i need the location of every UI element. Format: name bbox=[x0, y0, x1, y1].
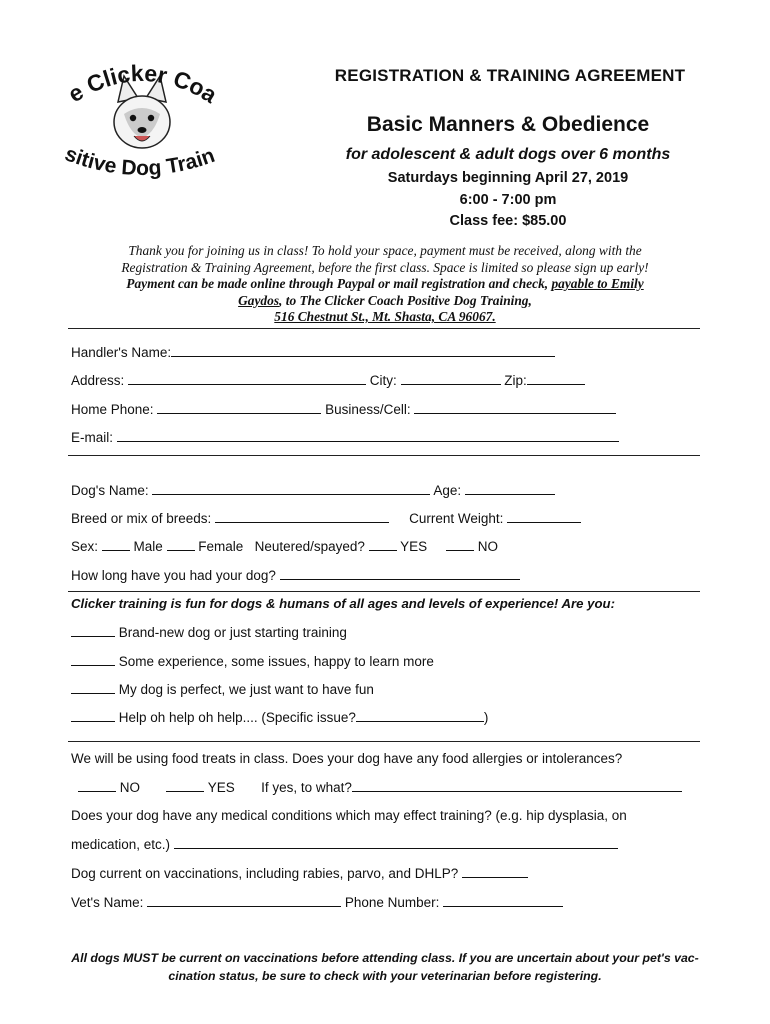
business-phone-label: Business/Cell: bbox=[321, 402, 415, 417]
close-paren: ) bbox=[483, 710, 489, 725]
divider bbox=[68, 591, 700, 592]
vaccinations-row bbox=[71, 865, 528, 881]
ownership-row bbox=[71, 567, 520, 583]
divider bbox=[68, 741, 700, 742]
intro-line: Thank you for joining us in class! To hold your space, payment must be received, along with the bbox=[128, 243, 642, 258]
email-field[interactable] bbox=[117, 429, 619, 442]
vet-name-field[interactable] bbox=[147, 894, 341, 907]
how-long-label: How long have you had your dog? bbox=[71, 568, 280, 583]
dog-name-row bbox=[71, 482, 555, 498]
city-label: City: bbox=[366, 373, 401, 388]
payment-line bbox=[62, 293, 708, 310]
food-allergy-row bbox=[78, 779, 682, 795]
experience-option-label: Some experience, some issues, happy to learn more bbox=[115, 654, 434, 669]
experience-option-field[interactable] bbox=[71, 653, 115, 666]
zip-label: Zip: bbox=[500, 373, 527, 388]
svg-text:The Clicker Coach: e Clicker Coa bbox=[63, 62, 222, 108]
allergy-detail-field[interactable] bbox=[352, 779, 682, 792]
neutered-yes-field[interactable] bbox=[369, 538, 397, 551]
zip-field[interactable] bbox=[527, 372, 585, 385]
email-row bbox=[71, 429, 619, 445]
vet-phone-label: Phone Number: bbox=[341, 895, 444, 910]
address-label: Address: bbox=[71, 373, 129, 388]
notice-line: All dogs MUST be current on vaccinations before attending class. If you are uncertain about your pet's vac- bbox=[71, 951, 699, 965]
allergy-yes-field[interactable] bbox=[166, 779, 204, 792]
payment-text: Payment can be made online through Paypal or mail registration and check, bbox=[126, 276, 552, 291]
food-allergy-question: We will be using food treats in class. Does your dog have any food allergies or intolerances? bbox=[71, 751, 623, 766]
payee-surname: Gaydos bbox=[238, 292, 280, 308]
breed-row bbox=[71, 510, 581, 526]
class-time: 6:00 - 7:00 pm bbox=[459, 192, 557, 208]
address-field[interactable] bbox=[128, 372, 366, 385]
experience-option-field[interactable] bbox=[71, 709, 115, 722]
experience-option bbox=[71, 709, 488, 725]
phone-row bbox=[71, 401, 616, 417]
dog-name-field[interactable] bbox=[152, 482, 430, 495]
experience-option bbox=[71, 681, 374, 697]
experience-option-field[interactable] bbox=[71, 681, 115, 694]
experience-heading: Clicker training is fun for dogs & humans of all ages and levels of experience! Are you: bbox=[71, 596, 615, 611]
experience-option-field[interactable] bbox=[71, 624, 115, 637]
divider bbox=[68, 328, 700, 329]
allergy-no-label: NO bbox=[116, 780, 141, 795]
mailing-address-text: 516 Chestnut St., Mt. Shasta, CA 96067. bbox=[274, 309, 496, 324]
if-yes-label: If yes, to what? bbox=[261, 780, 352, 795]
form-title: REGISTRATION & TRAINING AGREEMENT bbox=[334, 66, 686, 85]
divider bbox=[68, 455, 700, 456]
experience-option-label: My dog is perfect, we just want to have fun bbox=[115, 682, 374, 697]
vaccination-notice bbox=[70, 949, 700, 985]
specific-issue-field[interactable] bbox=[356, 709, 484, 722]
notice-line: cination status, be sure to check with your veterinarian before registering. bbox=[168, 969, 602, 983]
course-name: Basic Manners & Obedience bbox=[366, 113, 650, 136]
female-field[interactable] bbox=[167, 538, 195, 551]
medical-question: Does your dog have any medical conditions which may effect training? (e.g. hip dysplasia, on bbox=[71, 808, 627, 823]
experience-option-label: Brand-new dog or just starting training bbox=[115, 625, 347, 640]
intro-line: Registration & Training Agreement, before the first class. Space is limited so please sign up early! bbox=[121, 259, 649, 275]
allergy-no-field[interactable] bbox=[78, 779, 116, 792]
course-subtitle: for adolescent & adult dogs over 6 months bbox=[345, 146, 671, 163]
male-label: Male bbox=[129, 539, 167, 554]
neutered-no-label: NO bbox=[473, 539, 498, 554]
medical-cont-label: medication, etc.) bbox=[71, 837, 174, 852]
how-long-field[interactable] bbox=[280, 567, 520, 580]
dog-name-label: Dog's Name: bbox=[71, 483, 153, 498]
neutered-label: Neutered/spayed? bbox=[254, 539, 369, 554]
allergy-yes-label: YES bbox=[204, 780, 235, 795]
experience-option-label: Help oh help oh help.... (Specific issue? bbox=[115, 710, 356, 725]
medical-row bbox=[71, 836, 618, 852]
vet-name-label: Vet's Name: bbox=[71, 895, 148, 910]
breed-field[interactable] bbox=[215, 510, 389, 523]
business-phone-field[interactable] bbox=[414, 401, 616, 414]
vaccinations-field[interactable] bbox=[462, 865, 528, 878]
mailing-address bbox=[62, 309, 708, 326]
city-field[interactable] bbox=[401, 372, 501, 385]
home-phone-label: Home Phone: bbox=[71, 402, 158, 417]
vet-row bbox=[71, 894, 563, 910]
address-row bbox=[71, 372, 585, 388]
intro-paragraph bbox=[62, 243, 708, 326]
experience-option bbox=[71, 653, 434, 669]
breed-label: Breed or mix of breeds: bbox=[71, 511, 216, 526]
weight-field[interactable] bbox=[507, 510, 581, 523]
vaccinations-label: Dog current on vaccinations, including rabies, parvo, and DHLP? bbox=[71, 866, 462, 881]
clicker-coach-logo bbox=[62, 62, 222, 202]
female-label: Female bbox=[194, 539, 244, 554]
experience-option bbox=[71, 624, 347, 640]
male-field[interactable] bbox=[102, 538, 130, 551]
sex-row bbox=[71, 538, 498, 554]
neutered-no-field[interactable] bbox=[446, 538, 474, 551]
email-label: E-mail: bbox=[71, 430, 117, 445]
home-phone-field[interactable] bbox=[157, 401, 321, 414]
sex-label: Sex: bbox=[71, 539, 102, 554]
payee-name: payable to Emily bbox=[551, 276, 644, 291]
vet-phone-field[interactable] bbox=[443, 894, 563, 907]
class-fee: Class fee: $85.00 bbox=[449, 213, 567, 229]
handler-name-row bbox=[71, 344, 555, 360]
age-label: Age: bbox=[430, 483, 465, 498]
handler-name-label: Handler's Name: bbox=[71, 345, 172, 360]
neutered-yes-label: YES bbox=[396, 539, 428, 554]
payment-line bbox=[62, 276, 708, 293]
handler-name-field[interactable] bbox=[171, 344, 555, 357]
class-date: Saturdays beginning April 27, 2019 bbox=[387, 170, 629, 186]
svg-text:Positive Dog Training: sitive Dog Train bbox=[62, 142, 218, 181]
weight-label: Current Weight: bbox=[409, 511, 508, 526]
age-field[interactable] bbox=[465, 482, 555, 495]
payee-org: , to The Clicker Coach Positive Dog Training, bbox=[279, 292, 532, 308]
medical-field[interactable] bbox=[174, 836, 618, 849]
